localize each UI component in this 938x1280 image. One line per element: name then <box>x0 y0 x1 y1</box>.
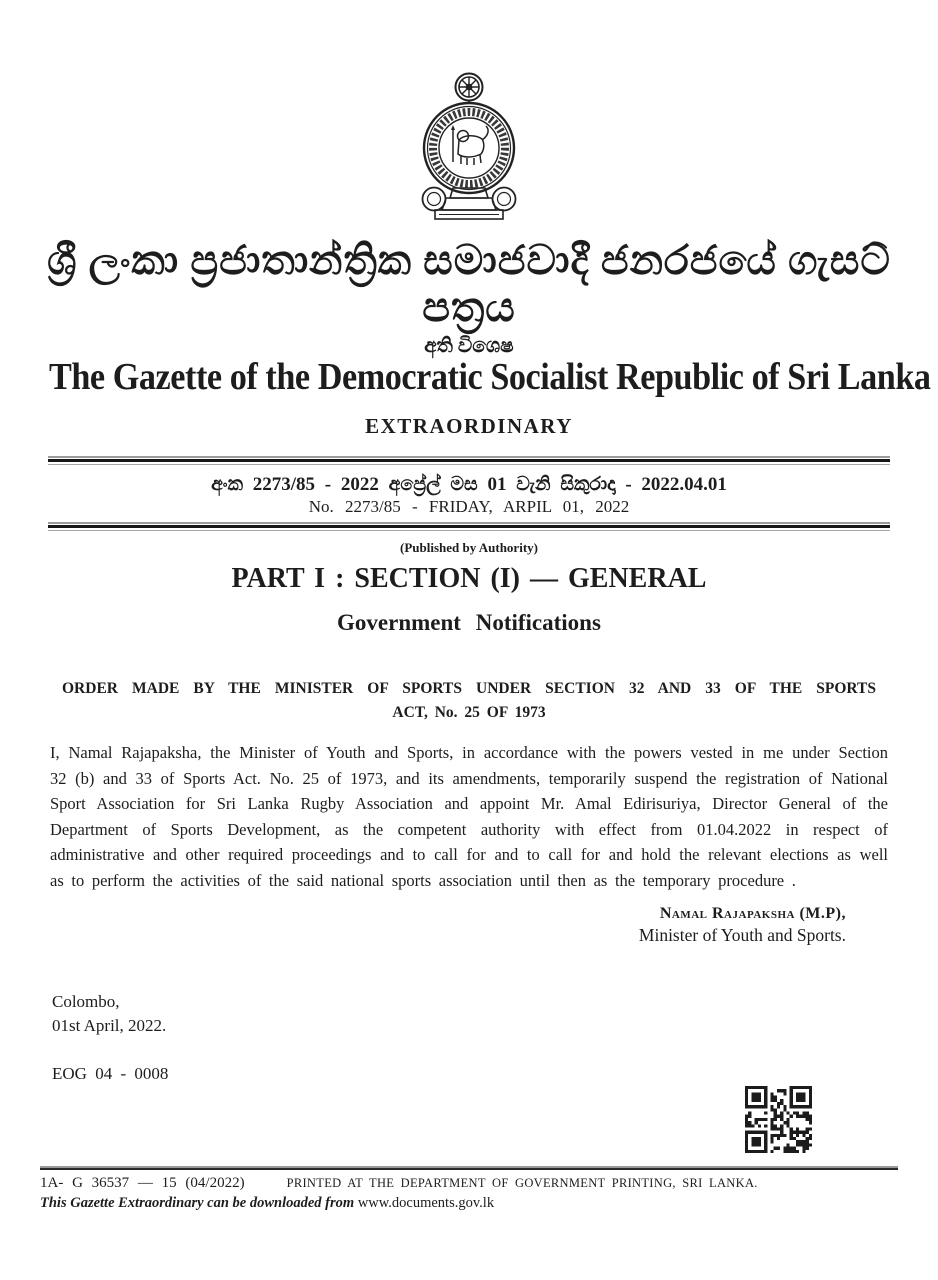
gazette-title-english: The Gazette of the Democratic Socialist Republic of Sri Lanka <box>48 356 931 399</box>
footer <box>40 1166 898 1212</box>
download-note: This Gazette Extraordinary can be downloaded from <box>40 1194 355 1211</box>
gazette-reference-code: EOG 04 - 0008 <box>52 1064 169 1084</box>
sri-lanka-national-emblem-icon <box>413 215 525 232</box>
issue-line-english: No. 2273/85 - FRIDAY, ARPIL 01, 2022 <box>308 497 630 517</box>
download-line <box>40 1195 898 1212</box>
signatory-title: Minister of Youth and Sports. <box>638 925 846 946</box>
gazette-title-sinhala: ශ්‍රී ලංකා ප්‍රජාතාන්ත්‍රික සමාජවාදී ජනරජයේ ගැසට් පත්‍රය <box>47 237 891 331</box>
footer-divider <box>40 1166 898 1170</box>
order-title <box>62 680 876 722</box>
print-code: 1A- G 36537 — 15 (04/2022) <box>40 1174 245 1191</box>
order-body-paragraph: I, Namal Rajapaksha, the Minister of Youth and Sports, in accordance with the powers vested in me under Section 32 (b) and 33 of Sports Act. No. 25 of 1973, and its amendments, temporarily suspend the registration of National Sport Association for Sri Lanka Rugby Association and appoint Mr. Amal Edirisuriya, Director General of the Department of Sports Development, as the competent authority with effect from 01.04.2022 in respect of administrative and other required proceedings and to call for and to call for and hold the relevant elections as well as to perform the activities of the said national sports association until then as the temporary procedure . <box>50 743 888 890</box>
order-title-line2: ACT, No. 25 OF 1973 <box>392 704 546 722</box>
bottom-double-rule <box>48 522 890 531</box>
date: 01st April, 2022. <box>52 1016 167 1036</box>
part-section-heading: PART I : SECTION (I) — GENERAL <box>231 563 707 595</box>
download-url: www.documents.gov.lk <box>357 1194 495 1211</box>
gazette-subtitle-sinhala: අති විශෙෂ <box>424 335 514 358</box>
order-title-line1: ORDER MADE BY THE MINISTER OF SPORTS UNDER SECTION 32 AND 33 OF THE SPORTS <box>62 680 876 698</box>
printed-at-note: PRINTED AT THE DEPARTMENT OF GOVERNMENT PRINTING, SRI LANKA. <box>286 1175 758 1190</box>
place-date-block <box>52 990 938 1038</box>
qr-code <box>745 1086 812 1153</box>
published-by-authority: (Published by Authority) <box>400 540 538 556</box>
place: Colombo, <box>52 992 120 1012</box>
edition-label: EXTRAORDINARY <box>365 414 573 439</box>
issue-line-sinhala: අංක 2273/85 - 2022 අප්‍රේල් මස 01 වැනි සිකුරාදා - 2022.04.01 <box>211 474 727 496</box>
signature-block <box>0 905 846 946</box>
top-double-rule <box>48 456 890 465</box>
emblem-container <box>0 70 938 233</box>
signatory-name: Namal Rajapaksha (M.P), <box>659 905 846 923</box>
government-notifications-heading: Government Notifications <box>337 610 601 636</box>
